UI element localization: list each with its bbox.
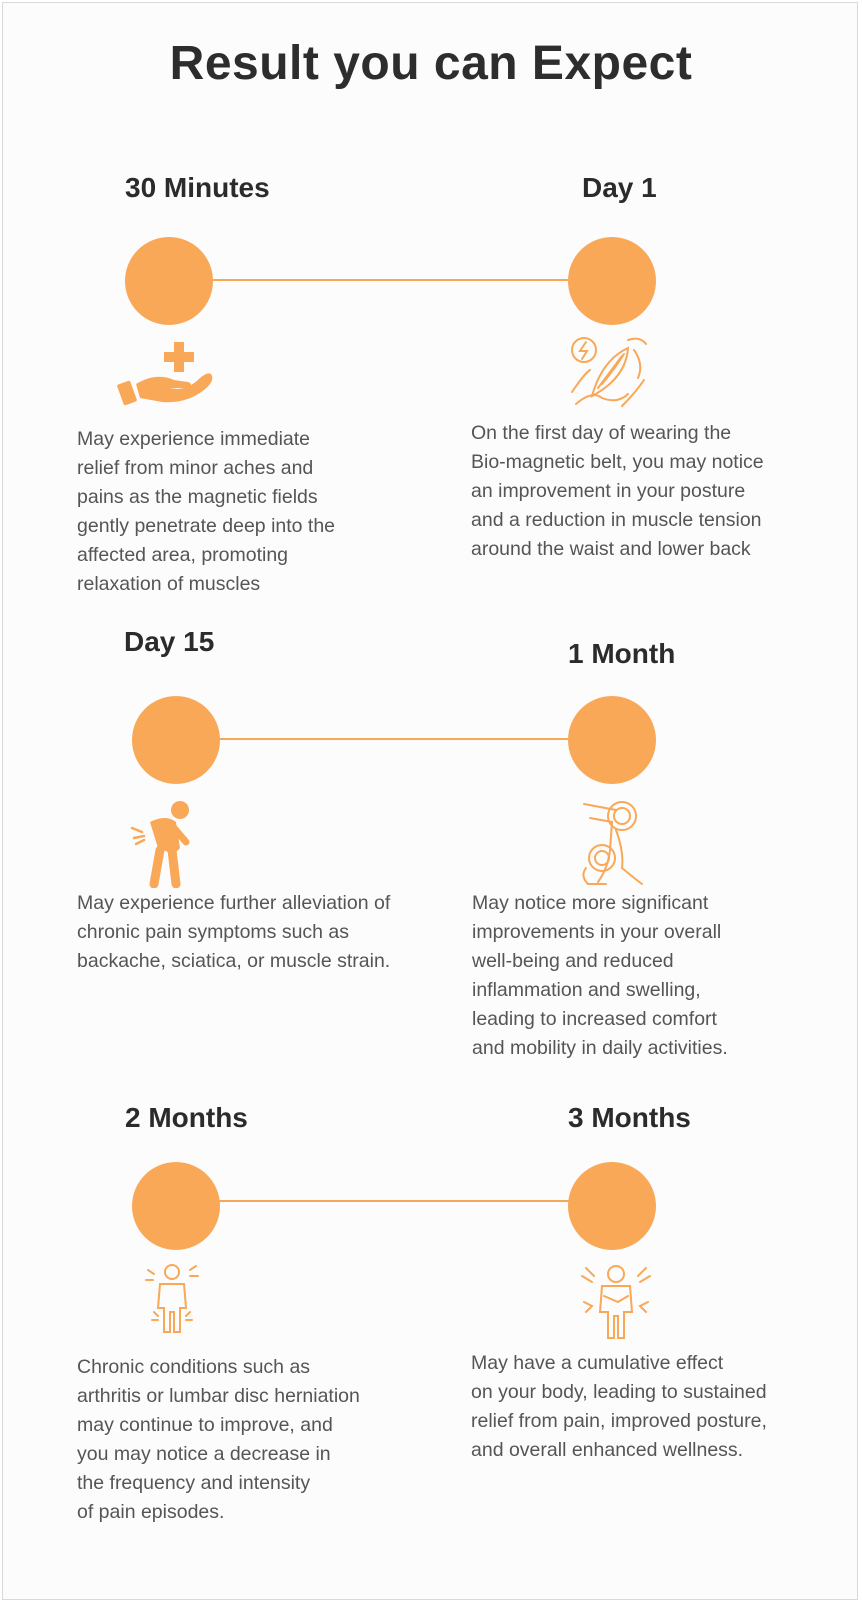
milestone-description-day-1: On the first day of wearing the Bio-magnetic belt, you may notice an improvement in your posture and a reduction in muscle tension around the waist and lower back (471, 422, 764, 560)
hand-with-plus-icon (116, 338, 216, 410)
milestone-dot (132, 696, 220, 784)
muscle-energy-icon (562, 330, 652, 414)
timeline-connector (218, 1200, 572, 1202)
milestone-label-30-minutes: 30 Minutes (125, 172, 270, 203)
legs-joint-icon (576, 798, 648, 888)
timeline-connector (212, 279, 572, 281)
timeline-connector (220, 738, 572, 740)
milestone-label-day-1: Day 1 (582, 172, 657, 203)
milestone-label-2-months: 2 Months (125, 1102, 248, 1133)
milestone-label-day-15: Day 15 (124, 626, 215, 657)
milestone-dot (125, 237, 213, 325)
milestone-dot (568, 237, 656, 325)
page-title: Result you can Expect (169, 37, 693, 90)
milestone-description-1-month: May notice more significant improvements in your overall well-being and reduced inflammation and swelling, leading to increased comfort and mobility in daily activities. (472, 892, 728, 1059)
milestone-description-day-15: May experience further alleviation of chronic pain symptoms such as backache, sciatica, or muscle strain. (77, 892, 391, 972)
milestone-description-30-minutes: May experience immediate relief from minor aches and pains as the magnetic fields gently penetrate deep into the affected area, promoting relaxation of muscles (77, 428, 336, 595)
milestone-dot (568, 696, 656, 784)
milestone-dot (568, 1162, 656, 1250)
milestone-description-3-months: May have a cumulative effect on your body, leading to sustained relief from pain, improved posture, and overall enhanced wellness. (471, 1352, 767, 1461)
person-stomach-pain-icon (578, 1262, 654, 1342)
milestone-description-2-months: Chronic conditions such as arthritis or lumbar disc herniation may continue to improve, and you may notice a decrease in the frequency and intensity of pain episodes. (77, 1356, 360, 1523)
milestone-label-3-months: 3 Months (568, 1102, 691, 1133)
milestone-dot (132, 1162, 220, 1250)
back-pain-person-icon (130, 798, 196, 888)
milestone-label-1-month: 1 Month (568, 638, 676, 669)
standing-person-pain-icon (144, 1262, 200, 1334)
